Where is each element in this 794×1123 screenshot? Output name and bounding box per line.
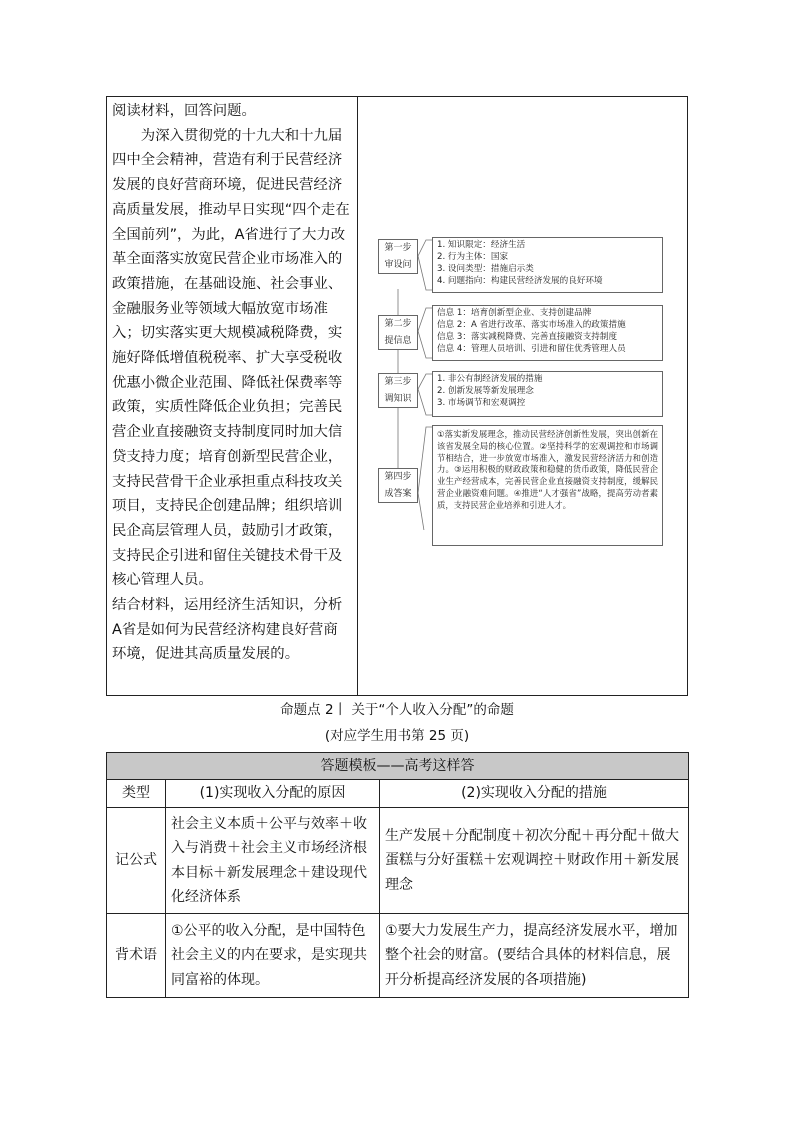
answer-template-table bbox=[106, 752, 689, 998]
step-4-answer: ①落实新发展理念，推动民营经济创新性发展，突出创新在该省发展全局的核心位置。②坚持科学的宏观调控和市场调节相结合，进一步放宽市场准入，激发民营经济活力和创造力。③运用积极的财政政策和稳健的货币政策，降低民营企业生产经营成本，完善民营企业直接融资支持制度，缓解民营企业融资难问题。④推进“人才强省”战略，提高劳动者素质，支持民营企业培养和引进人才。 bbox=[432, 425, 663, 546]
row-type: 背术语 bbox=[107, 914, 166, 998]
row-measures: ①要大力发展生产力，提高经济发展水平，增加整个社会的财富。(要结合具体的材料信息，展开分析提高经济发展的各项措施) bbox=[380, 914, 689, 998]
column-type: 类型 bbox=[107, 780, 166, 808]
table-header-row bbox=[107, 753, 689, 780]
solution-flow-diagram bbox=[370, 230, 670, 530]
column-divider bbox=[357, 96, 358, 696]
step-1-box bbox=[378, 239, 418, 274]
step-1-sub: 审设问 bbox=[384, 260, 412, 270]
step-2-box bbox=[378, 315, 418, 350]
row-measures: 生产发展＋分配制度＋初次分配＋再分配＋做大蛋糕与分好蛋糕＋宏观调控＋财政作用＋新发展理念 bbox=[380, 808, 689, 914]
step-2-info bbox=[432, 305, 663, 361]
column-measures: (2)实现收入分配的措施 bbox=[380, 780, 689, 808]
column-reasons: (1)实现收入分配的原因 bbox=[166, 780, 380, 808]
table-title: 答题模板——高考这样答 bbox=[107, 753, 689, 780]
table-row bbox=[107, 914, 689, 998]
step-3-line: 1. 非公有制经济发展的措施 bbox=[437, 374, 543, 384]
step-3-box bbox=[378, 373, 418, 408]
step-2-line: 信息 1：培育创新型企业、支持创建品牌 bbox=[437, 308, 592, 318]
step-3-line: 2. 创新发展等新发展理念 bbox=[437, 385, 534, 396]
step-4-sub: 成答案 bbox=[384, 489, 412, 499]
section-title: 命题点 2丨 关于“个人收入分配”的命题 bbox=[280, 702, 514, 718]
step-2-sub: 提信息 bbox=[384, 336, 412, 346]
step-1-line: 1. 知识限定：经济生活 bbox=[437, 240, 526, 250]
step-1-line: 4. 问题指向：构建民营经济发展的良好环境 bbox=[437, 275, 603, 286]
step-4-box bbox=[378, 468, 418, 503]
step-2-line: 信息 4：管理人员培训、引进和留住优秀管理人员 bbox=[437, 343, 626, 354]
row-reasons: ①公平的收入分配，是中国特色社会主义的内在要求，是实现共同富裕的体现。 bbox=[166, 914, 380, 998]
step-2-line: 信息 3：落实减税降费、完善直接融资支持制度 bbox=[437, 331, 618, 342]
step-3-info bbox=[432, 371, 663, 417]
step-3-line: 3. 市场调节和宏观调控 bbox=[437, 397, 526, 408]
table-row bbox=[107, 808, 689, 914]
step-2-line: 信息 2：A 省进行改革、落实市场准入的政策措施 bbox=[437, 319, 626, 330]
question-prompt: 结合材料，运用经济生活知识，分析A省是如何为民营经济构建良好营商环境，促进其高质量发展的。 bbox=[112, 597, 343, 663]
row-type: 记公式 bbox=[107, 808, 166, 914]
question-material: 为深入贯彻党的十九大和十九届四中全会精神，营造有利于民营经济发展的良好营商环境，促进民营经济高质量发展，推动早日实现“四个走在全国前列”，为此，A省进行了大力改革全面落实放宽民营企业市场准入的政策措施，在基础设施、社会事业、金融服务业等领域大幅放宽市场准入；切实落实更大规模减税降费，实施好降低增值税税率、扩大享受税收优惠小微企业范围、降低社保费率等政策，实质性降低企业负担；完善民营企业直接融资支持制度同时加大信贷支持力度；培育创新型民营企业，支持民营骨干企业承担重点科技攻关项目，支持民企创建品牌；组织培训民企高层管理人员，鼓励引才政策，支持民企引进和留住关键技术骨干及核心管理人员。 bbox=[112, 127, 350, 589]
section-page-ref: (对应学生用书第 25 页) bbox=[324, 728, 470, 744]
row-reasons: 社会主义本质＋公平与效率＋收入与消费＋社会主义市场经济根本目标＋新发展理念＋建设现代化经济体系 bbox=[166, 808, 380, 914]
question-intro: 阅读材料，回答问题。 bbox=[112, 103, 256, 119]
step-1-line: 3. 设问类型：措施启示类 bbox=[437, 263, 534, 274]
step-1-label: 第一步 bbox=[384, 243, 412, 253]
question-text-column bbox=[112, 99, 352, 667]
step-2-label: 第二步 bbox=[384, 319, 412, 329]
table-column-row bbox=[107, 780, 689, 808]
step-3-sub: 调知识 bbox=[384, 394, 412, 404]
step-3-label: 第三步 bbox=[384, 377, 412, 387]
step-1-line: 2. 行为主体：国家 bbox=[437, 251, 509, 262]
step-1-info bbox=[432, 237, 663, 293]
step-4-label: 第四步 bbox=[384, 472, 412, 482]
